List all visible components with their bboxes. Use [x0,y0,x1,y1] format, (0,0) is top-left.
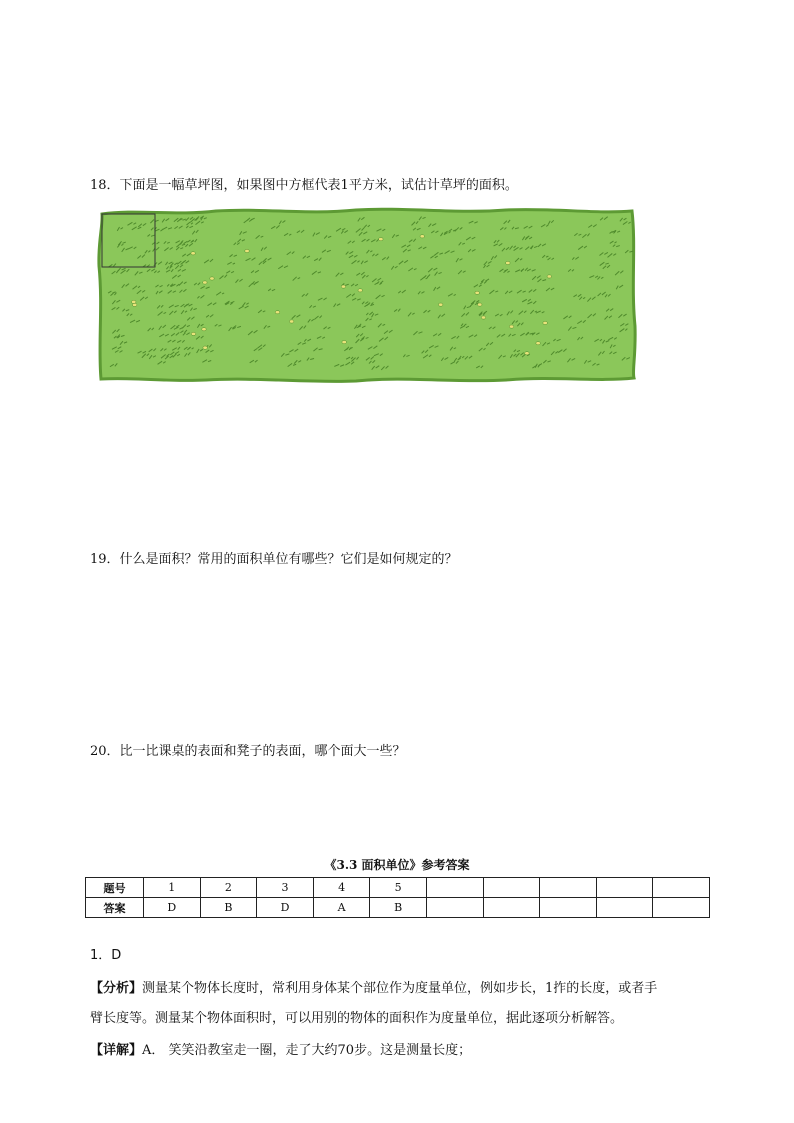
flower-dot [191,332,195,335]
flower-dot [420,235,424,238]
flower-dot [525,352,529,355]
question-18: 18．下面是一幅草坪图，如果图中方框代表1平方米，试估计草坪的面积。 [90,178,518,193]
answer-cell: D [257,898,314,918]
lawn-illustration [96,206,639,384]
question-number-cell: 2 [200,878,257,898]
flower-dot [543,321,547,324]
flower-dot [203,346,207,349]
question-number-cell [653,878,710,898]
lawn-graphic [96,206,639,384]
flower-dot [342,340,346,343]
question-number-cell: 5 [370,878,427,898]
question-20: 20．比一比课桌的表面和凳子的表面，哪个面大一些？ [90,744,406,759]
question-number-cell [596,878,653,898]
analysis-text-line-1: 测量某个物体长度时，常利用身体某个部位作为度量单位，例如步长，1拃的长度，或者手 [142,981,658,996]
flower-dot [191,252,195,255]
flower-dot [547,275,551,278]
row-label-number: 题号 [86,878,144,898]
question-number-cell [483,878,540,898]
row-label-answer: 答案 [86,898,144,918]
flower-dot [506,261,510,264]
flower-dot [475,291,479,294]
flower-dot [358,289,362,292]
answer-key-title: 《3.3 面积单位》参考答案 [324,858,470,872]
analysis-tag: 【分析】 [90,981,143,996]
answer-cell: B [200,898,257,918]
answer-cell [483,898,540,918]
flower-dot [132,303,136,306]
question-number-cell: 4 [313,878,370,898]
flower-dot [289,320,293,323]
flower-dot [202,328,206,331]
flower-dot [478,303,482,306]
flower-dot [203,281,207,284]
flower-dot [509,325,513,328]
answer-key-table [85,877,710,918]
answer-cell [653,898,710,918]
flower-dot [210,277,214,280]
question-19: 19．什么是面积？常用的面积单位有哪些？它们是如何规定的？ [90,552,458,567]
answer-cell [426,898,483,918]
flower-dot [438,303,442,306]
flower-dot [341,285,345,288]
flower-dot [536,342,540,345]
question-number-cell [426,878,483,898]
detail-tag: 【详解】 [90,1043,143,1058]
table-row [86,898,710,918]
analysis-text-line-2: 臂长度等。测量某个物体面积时，可以用别的物体的面积作为度量单位，据此逐项分析解答。 [90,1011,624,1026]
flower-dot [275,311,279,314]
detail-paragraph [90,1042,471,1060]
flower-dot [379,238,383,241]
flower-dot [132,300,136,303]
answer-cell [596,898,653,918]
detail-text-line-1: A． 笑笑沿教室走一圈，走了大约70步。这是测量长度； [142,1043,472,1058]
answer-cell: D [144,898,201,918]
solution-answer-1: 1．D [90,948,122,963]
flower-dot [245,249,249,252]
analysis-paragraph [90,980,657,998]
question-number-cell: 1 [144,878,201,898]
answer-cell: A [313,898,370,918]
table-row [86,878,710,898]
flower-dot [481,316,485,319]
lawn-body [99,209,635,381]
answer-cell [540,898,597,918]
question-number-cell: 3 [257,878,314,898]
question-number-cell [540,878,597,898]
answer-cell: B [370,898,427,918]
